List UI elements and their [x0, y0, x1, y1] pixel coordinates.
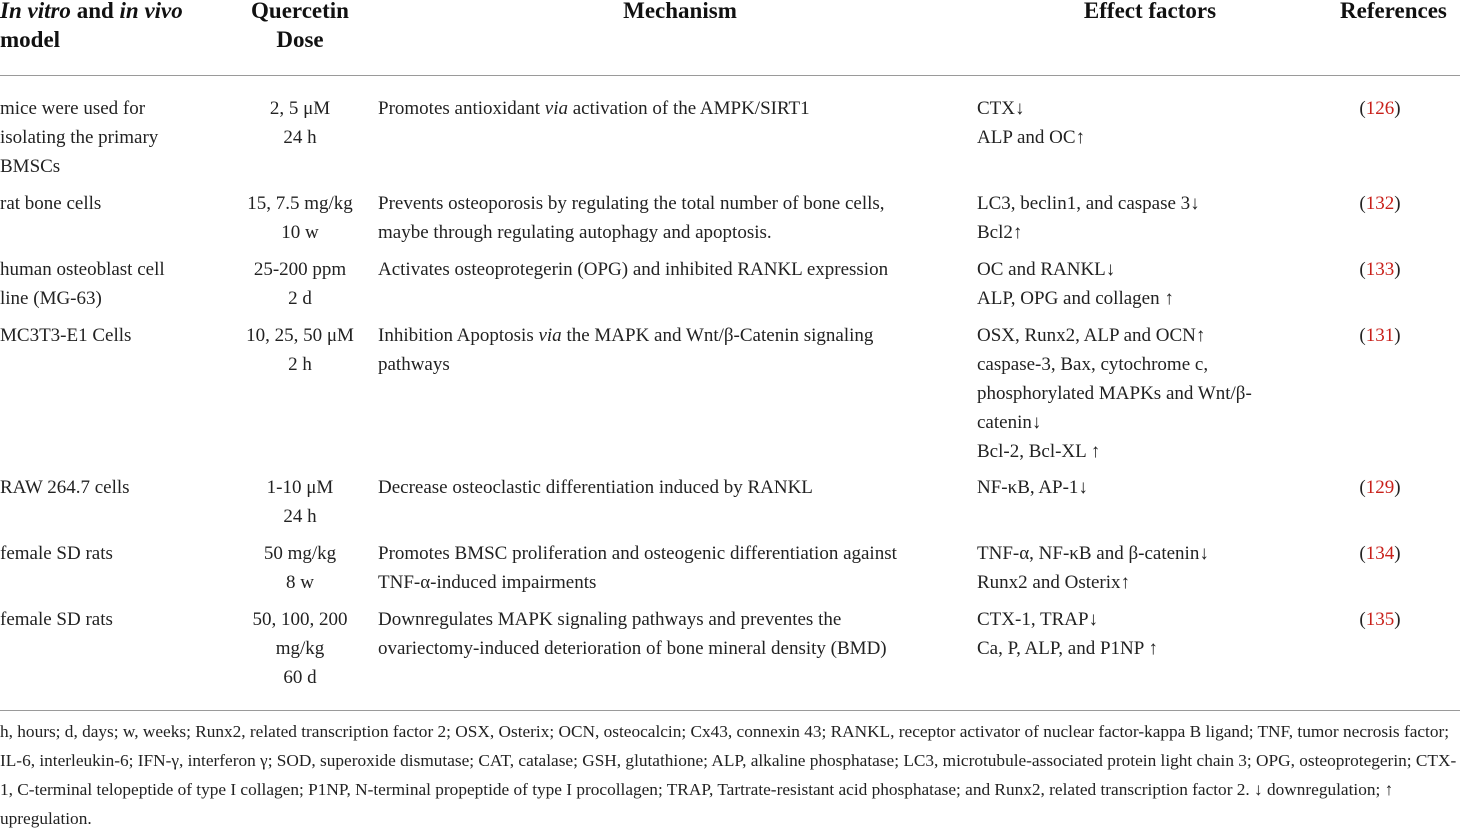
cell-mechanism	[378, 473, 813, 502]
reference-link[interactable]: 131	[1365, 325, 1395, 346]
cell-mechanism	[378, 539, 897, 597]
cell-dose	[236, 94, 364, 152]
mechanism-line	[378, 568, 897, 597]
mechanism-line	[378, 350, 873, 379]
effect-line: catenin↓	[977, 412, 1042, 433]
header-effect-label: Effect factors	[1083, 0, 1217, 23]
effect-line: Ca, P, ALP, and P1NP ↑	[977, 638, 1158, 659]
model-line: human osteoblast cell	[0, 259, 165, 280]
cell-reference	[1336, 94, 1424, 123]
cell-dose	[236, 189, 364, 247]
mechanism-text: Downregulates MAPK signaling pathways and preventes the	[378, 609, 842, 630]
model-line: female SD rats	[0, 609, 113, 630]
cell-reference	[1336, 473, 1424, 502]
mechanism-italic: via	[538, 325, 562, 346]
dose-line: 10 w	[281, 222, 319, 243]
model-line: mice were used for	[0, 98, 146, 119]
effect-line: CTX↓	[977, 98, 1025, 119]
model-line: RAW 264.7 cells	[0, 477, 130, 498]
header-model-word: model	[0, 27, 61, 52]
mechanism-text: Promotes BMSC proliferation and osteogenic differentiation against	[378, 543, 897, 564]
dose-line: 2 d	[288, 288, 312, 309]
reference-link[interactable]: 126	[1365, 98, 1395, 119]
reference-paren-open: (	[1359, 609, 1366, 630]
reference-link[interactable]: 133	[1365, 259, 1395, 280]
model-line: BMSCs	[0, 156, 61, 177]
dose-line: 15, 7.5 mg/kg	[247, 193, 353, 214]
model-line: female SD rats	[0, 543, 113, 564]
effect-line: ALP and OC↑	[977, 127, 1086, 148]
effect-line: Bcl2↑	[977, 222, 1023, 243]
effect-line: phosphorylated MAPKs and Wnt/β-	[977, 383, 1252, 404]
header-references-label: References	[1340, 0, 1447, 23]
dose-line: 1-10 μM	[266, 477, 334, 498]
mechanism-text: Activates osteoprotegerin (OPG) and inhibited RANKL expression	[378, 259, 889, 280]
mechanism-text: maybe through regulating autophagy and apoptosis.	[378, 222, 772, 243]
cell-mechanism	[378, 189, 885, 247]
reference-paren-close: )	[1394, 193, 1401, 214]
reference-link[interactable]: 135	[1365, 609, 1395, 630]
reference-paren-open: (	[1359, 259, 1366, 280]
mechanism-text: Prevents osteoporosis by regulating the total number of bone cells,	[378, 193, 885, 214]
mechanism-line	[378, 605, 887, 634]
header-model-invivo: in vivo	[119, 0, 183, 23]
cell-mechanism	[378, 94, 810, 123]
cell-dose	[236, 321, 364, 379]
cell-reference	[1336, 321, 1424, 350]
mechanism-text: Inhibition Apoptosis	[378, 325, 539, 346]
dose-line: 10, 25, 50 μM	[246, 325, 354, 346]
effect-line: Bcl-2, Bcl-XL ↑	[977, 441, 1101, 462]
model-line: MC3T3-E1 Cells	[0, 325, 132, 346]
mechanism-italic: via	[544, 98, 568, 119]
header-model-invitro: In vitro	[0, 0, 71, 23]
dose-line: 50, 100, 200	[252, 609, 348, 630]
cell-mechanism	[378, 255, 888, 284]
cell-dose	[236, 473, 364, 531]
header-dose-line1: Quercetin	[251, 0, 349, 23]
dose-line: 2 h	[288, 354, 312, 375]
cell-model	[0, 255, 165, 313]
header-model-and: and	[70, 0, 120, 23]
dose-line: 25-200 ppm	[253, 259, 347, 280]
header-mechanism	[560, 0, 800, 25]
effect-line: CTX-1, TRAP↓	[977, 609, 1099, 630]
model-line: line (MG-63)	[0, 288, 102, 309]
header-model	[0, 0, 183, 54]
dose-line: 50 mg/kg	[263, 543, 337, 564]
reference-paren-close: )	[1394, 609, 1401, 630]
mechanism-line	[378, 321, 873, 350]
table-footnote: h, hours; d, days; w, weeks; Runx2, related transcription factor 2; OSX, Osterix; OCN, osteocalcin; Cx43, connexin 43; RANKL, receptor activator of nuclear factor-kappa B ligand; TNF, tumor necrosis factor; IL-6, interleukin-6; IFN-γ, interferon γ; SOD, superoxide dismutase; CAT, catalase; GSH, glutathione; ALP, alkaline phosphatase; LC3, microtubule-associated protein light chain 3; OPG, osteoprotegerin; CTX-1, C-terminal telopeptide of type I collagen; P1NP, N-terminal propeptide of type I procollagen; TRAP, Tartrate-resistant acid phosphatase; and Runx2, related transcription factor 2. ↓ downregulation; ↑ upregulation.	[0, 722, 1457, 828]
cell-dose	[236, 605, 364, 692]
mechanism-line	[378, 94, 810, 123]
cell-effects	[977, 473, 1088, 502]
model-line: isolating the primary	[0, 127, 159, 148]
cell-model	[0, 94, 158, 181]
reference-link[interactable]: 132	[1365, 193, 1395, 214]
cell-model	[0, 605, 113, 634]
cell-reference	[1336, 189, 1424, 218]
mechanism-text: activation of the AMPK/SIRT1	[567, 98, 810, 119]
mechanism-line	[378, 473, 813, 502]
mechanism-text: Promotes antioxidant	[378, 98, 545, 119]
dose-line: mg/kg	[275, 638, 325, 659]
mechanism-text: pathways	[378, 354, 450, 375]
mechanism-line	[378, 218, 885, 247]
dose-line: 8 w	[286, 572, 314, 593]
dose-line: 24 h	[283, 506, 317, 527]
effect-line: LC3, beclin1, and caspase 3↓	[977, 193, 1200, 214]
reference-paren-close: )	[1394, 259, 1401, 280]
header-references	[1340, 0, 1447, 25]
reference-paren-close: )	[1394, 477, 1401, 498]
effect-line: caspase-3, Bax, cytochrome c,	[977, 354, 1209, 375]
cell-effects	[977, 539, 1209, 597]
cell-dose	[236, 539, 364, 597]
reference-paren-open: (	[1359, 325, 1366, 346]
mechanism-line	[378, 255, 888, 284]
header-rule	[0, 75, 1460, 76]
header-effect	[1030, 0, 1270, 25]
cell-mechanism	[378, 321, 873, 379]
cell-model	[0, 473, 130, 502]
mechanism-text: the MAPK and Wnt/β-Catenin signaling	[561, 325, 874, 346]
reference-link[interactable]: 134	[1365, 543, 1395, 564]
dose-line: 60 d	[283, 667, 317, 688]
mechanism-text: Decrease osteoclastic differentiation induced by RANKL	[378, 477, 813, 498]
dose-line: 2, 5 μM	[269, 98, 331, 119]
mechanism-line	[378, 539, 897, 568]
reference-link[interactable]: 129	[1365, 477, 1395, 498]
cell-reference	[1336, 255, 1424, 284]
reference-paren-open: (	[1359, 477, 1366, 498]
effect-line: ALP, OPG and collagen ↑	[977, 288, 1174, 309]
header-dose-line2: Dose	[276, 27, 324, 52]
mechanism-text: TNF-α-induced impairments	[378, 572, 597, 593]
mechanism-line	[378, 189, 885, 218]
footer-rule	[0, 710, 1460, 711]
effect-line: TNF-α, NF-κB and β-catenin↓	[977, 543, 1209, 564]
dose-line: 24 h	[283, 127, 317, 148]
header-dose	[240, 0, 360, 54]
effect-line: OC and RANKL↓	[977, 259, 1116, 280]
header-mechanism-label: Mechanism	[623, 0, 737, 23]
cell-model	[0, 321, 131, 350]
cell-effects	[977, 255, 1174, 313]
effect-line: Runx2 and Osterix↑	[977, 572, 1131, 593]
cell-dose	[236, 255, 364, 313]
cell-effects	[977, 321, 1252, 466]
reference-paren-close: )	[1394, 543, 1401, 564]
mechanism-text: ovariectomy-induced deterioration of bone mineral density (BMD)	[378, 638, 887, 659]
reference-paren-close: )	[1394, 98, 1401, 119]
cell-effects	[977, 94, 1085, 152]
reference-paren-open: (	[1359, 193, 1366, 214]
reference-paren-open: (	[1359, 543, 1366, 564]
mechanism-line	[378, 634, 887, 663]
effect-line: OSX, Runx2, ALP and OCN↑	[977, 325, 1206, 346]
reference-paren-close: )	[1394, 325, 1401, 346]
cell-effects	[977, 605, 1158, 663]
cell-model	[0, 539, 113, 568]
cell-reference	[1336, 539, 1424, 568]
cell-reference	[1336, 605, 1424, 634]
cell-mechanism	[378, 605, 887, 663]
cell-model	[0, 189, 101, 218]
cell-effects	[977, 189, 1200, 247]
reference-paren-open: (	[1359, 98, 1366, 119]
model-line: rat bone cells	[0, 193, 102, 214]
effect-line: NF-κB, AP-1↓	[977, 477, 1088, 498]
